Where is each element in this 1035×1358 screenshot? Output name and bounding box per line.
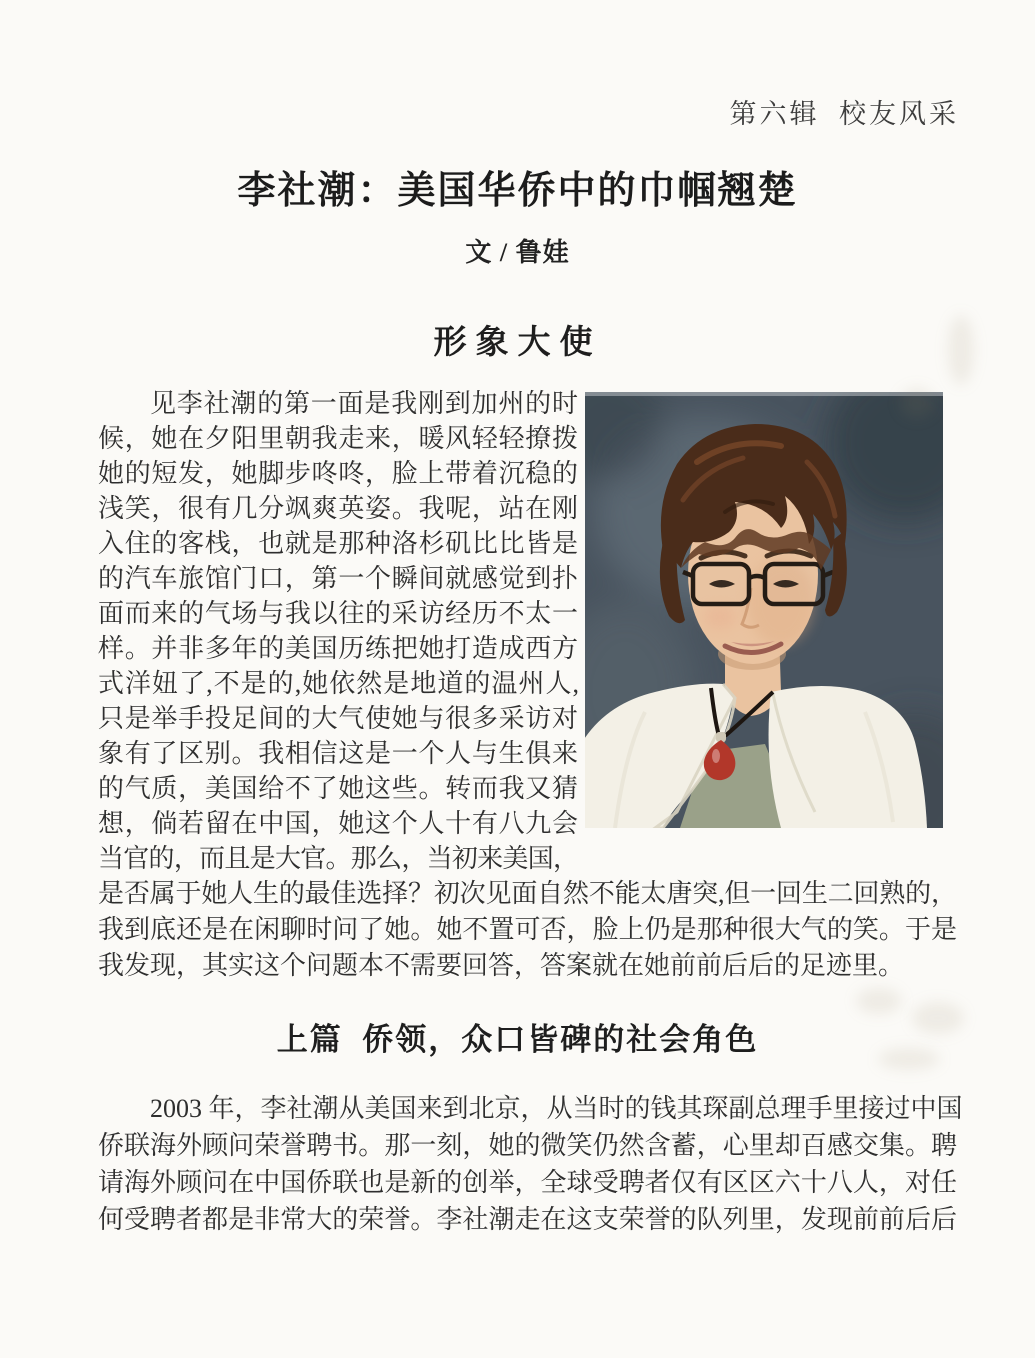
text-line: 候，她在夕阳里朝我走来，暖风轻轻撩拨 — [98, 424, 578, 453]
text-line: 2003 年，李社潮从美国来到北京，从当时的钱其琛副总理手里接过中国 — [150, 1094, 963, 1123]
text-line: 式洋妞了,不是的,她依然是地道的温州人, — [98, 669, 578, 698]
section-heading-overseas-leader: 上篇 侨领，众口皆碑的社会角色 — [276, 1022, 759, 1057]
text-line: 入住的客栈，也就是那种洛杉矶比比皆是 — [98, 529, 578, 558]
text-line: 只是举手投足间的大气使她与很多采访对 — [98, 704, 578, 733]
page-title: 李社潮：美国华侨中的巾帼翘楚 — [237, 170, 798, 212]
text-line: 想，倘若留在中国，她这个人十有八九会 — [98, 809, 578, 838]
text-line: 侨联海外顾问荣誉聘书。那一刻，她的微笑仍然含蓄，心里却百感交集。聘 — [98, 1131, 956, 1160]
text-line: 象有了区别。我相信这是一个人与生俱来 — [98, 739, 578, 768]
body-full-width-text — [98, 876, 956, 984]
byline: 文 / 鲁娃 — [465, 238, 570, 267]
cheek-blush — [704, 605, 736, 629]
text-line: 她的短发，她脚步咚咚，脸上带着沉稳的 — [98, 459, 578, 488]
text-line: 面而来的气场与我以往的采访经历不太一 — [98, 599, 578, 628]
body-column-text — [98, 386, 578, 876]
text-line: 当官的，而且是大官。那么，当初来美国， — [98, 844, 578, 873]
text-line: 样。并非多年的美国历练把她打造成西方 — [98, 634, 578, 663]
body-paragraph-2 — [98, 1090, 963, 1238]
portrait-photo — [585, 392, 943, 828]
text-line: 见李社潮的第一面是我刚到加州的时 — [150, 389, 578, 418]
running-header: 第六辑 校友风采 — [729, 99, 959, 129]
text-line: 请海外顾问在中国侨联也是新的创举，全球受聘者仅有区区六十八人，对任 — [98, 1168, 956, 1197]
portrait-photo-canvas — [585, 392, 943, 828]
text-line: 的汽车旅馆门口，第一个瞬间就感觉到扑 — [98, 564, 578, 593]
text-line: 何受聘者都是非常大的荣誉。李社潮走在这支荣誉的队列里，发现前前后后 — [98, 1205, 956, 1234]
text-line: 的气质，美国给不了她这些。转而我又猜 — [98, 774, 578, 803]
text-line: 浅笑，很有几分飒爽英姿。我呢，站在刚 — [98, 494, 578, 523]
text-line: 我到底还是在闲聊时问了她。她不置可否，脸上仍是那种很大气的笑。于是 — [98, 915, 956, 944]
pendant-highlight — [712, 749, 720, 763]
text-line: 是否属于她人生的最佳选择？初次见面自然不能太唐突,但一回生二回熟的， — [98, 879, 956, 908]
photo-top-edge — [585, 392, 943, 396]
text-line: 我发现，其实这个问题本不需要回答，答案就在她前前后后的足迹里。 — [98, 951, 905, 980]
page-bleed-through — [856, 988, 902, 1014]
section-heading-image-ambassador: 形象大使 — [433, 325, 602, 361]
